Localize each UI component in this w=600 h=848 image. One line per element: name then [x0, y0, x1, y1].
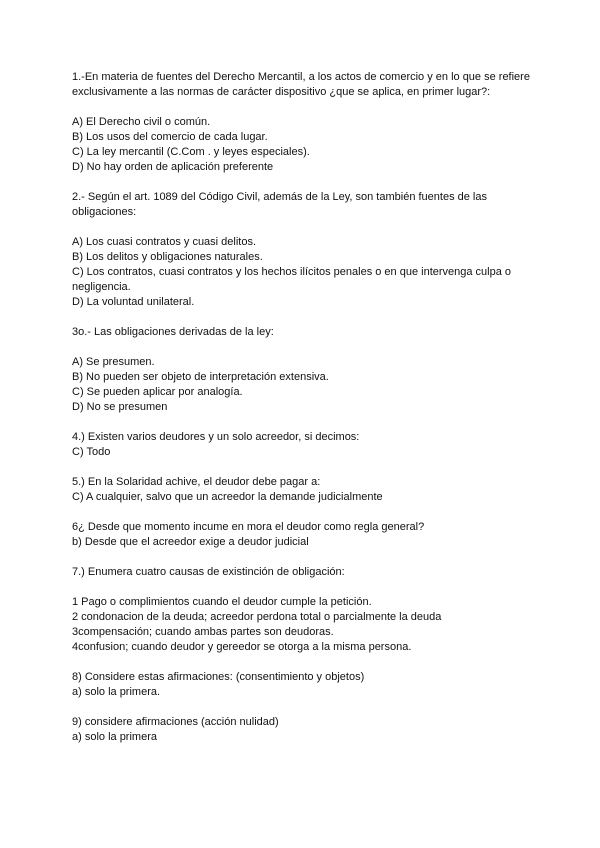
- question-prompt: 9) considere afirmaciones (acción nulidad): [72, 716, 279, 728]
- question-8: [72, 670, 532, 700]
- question-3-answers: [72, 355, 532, 415]
- question-4: [72, 430, 532, 460]
- question-prompt: 5.) En la Solaridad achive, el deudor debe pagar a:: [72, 476, 321, 488]
- question-6: [72, 520, 532, 550]
- question-7-list: [72, 595, 532, 655]
- list-item: 2 condonacion de la deuda; acreedor perdona total o parcialmente la deuda: [72, 611, 442, 623]
- answer-option: C) A cualquier, salvo que un acreedor la demande judicialmente: [72, 491, 383, 503]
- question-prompt: 6¿ Desde que momento incume en mora el deudor como regla general?: [72, 521, 425, 533]
- answer-option: A) El Derecho civil o común.: [72, 116, 211, 128]
- question-9: [72, 715, 532, 745]
- answer-option: C) Se pueden aplicar por analogía.: [72, 386, 243, 398]
- answer-option: C) La ley mercantil (C.Com . y leyes especiales).: [72, 146, 310, 158]
- list-item: 1 Pago o complimientos cuando el deudor cumple la petición.: [72, 596, 372, 608]
- answer-option: D) No se presumen: [72, 401, 168, 413]
- list-item: 4confusion; cuando deudor y gereedor se otorga a la misma persona.: [72, 641, 412, 653]
- question-prompt: 8) Considere estas afirmaciones: (consentimiento y objetos): [72, 671, 365, 683]
- question-3: [72, 325, 532, 340]
- question-7: [72, 565, 532, 580]
- question-2: [72, 190, 532, 220]
- answer-option: C) Los contratos, cuasi contratos y los hechos ilícitos penales o en que intervenga culpa o negligencia.: [72, 266, 512, 293]
- question-1: [72, 70, 532, 100]
- answer-option: A) Los cuasi contratos y cuasi delitos.: [72, 236, 257, 248]
- question-2-answers: [72, 235, 532, 310]
- question-5: [72, 475, 532, 505]
- answer-option: B) No pueden ser objeto de interpretación extensiva.: [72, 371, 329, 383]
- answer-option: D) La voluntad unilateral.: [72, 296, 195, 308]
- list-item: 3compensación; cuando ambas partes son deudoras.: [72, 626, 334, 638]
- question-prompt: 7.) Enumera cuatro causas de existinción de obligación:: [72, 566, 345, 578]
- document-content: [72, 70, 532, 760]
- question-prompt: 3o.- Las obligaciones derivadas de la ley:: [72, 326, 274, 338]
- question-prompt: 1.-En materia de fuentes del Derecho Mercantil, a los actos de comercio y en lo que se refiere exclusivamente a las normas de carácter dispositivo ¿que se aplica, en primer lugar?:: [72, 71, 530, 98]
- answer-option: C) Todo: [72, 446, 111, 458]
- answer-option: b) Desde que el acreedor exige a deudor judicial: [72, 536, 309, 548]
- answer-option: A) Se presumen.: [72, 356, 155, 368]
- answer-option: a) solo la primera.: [72, 686, 161, 698]
- answer-option: B) Los delitos y obligaciones naturales.: [72, 251, 263, 263]
- question-prompt: 4.) Existen varios deudores y un solo acreedor, si decimos:: [72, 431, 360, 443]
- answer-option: a) solo la primera: [72, 731, 157, 743]
- answer-option: B) Los usos del comercio de cada lugar.: [72, 131, 268, 143]
- answer-option: D) No hay orden de aplicación preferente: [72, 161, 274, 173]
- question-1-answers: [72, 115, 532, 175]
- question-prompt: 2.- Según el art. 1089 del Código Civil, además de la Ley, son también fuentes de las obligaciones:: [72, 191, 487, 218]
